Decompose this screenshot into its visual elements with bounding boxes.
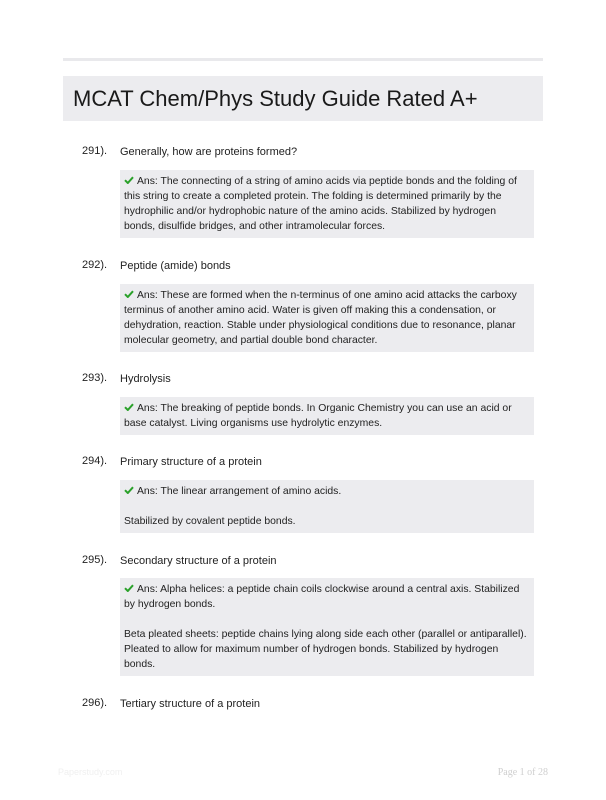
question-text: Hydrolysis [120,373,171,385]
answer-paragraph [124,582,530,612]
question-text: Secondary structure of a protein [120,555,277,567]
question-item [0,372,606,429]
answer-paragraph: Stabilized by covalent peptide bonds. [124,516,296,527]
question-item [0,145,606,232]
checkmark-icon [124,403,134,411]
question-item [0,455,606,527]
question-number: 291). [82,145,108,157]
answer-box [120,284,534,352]
answer-text: Ans: The breaking of peptide bonds. In Organic Chemistry you can use an acid or base catalyst. Living organisms use hydrolytic enzymes. [124,403,512,429]
answer-box [120,480,534,533]
answer-box [120,578,534,676]
question-item [0,554,606,670]
answer-box [120,170,534,238]
answer-paragraph [124,484,530,499]
answer-text: Ans: Alpha helices: a peptide chain coils clockwise around a central axis. Stabilized by hydrogen bonds. [124,584,520,610]
checkmark-icon [124,176,134,184]
question-item [0,259,606,346]
question-number: 294). [82,455,108,467]
question-number: 296). [82,697,108,709]
answer-paragraph [124,174,530,234]
checkmark-icon [124,584,134,592]
question-number: 293). [82,372,108,384]
answer-box [120,397,534,435]
answer-paragraph [124,401,530,431]
question-number: 292). [82,259,108,271]
question-item [0,697,606,715]
question-text: Generally, how are proteins formed? [120,146,298,158]
page-title: MCAT Chem/Phys Study Guide Rated A+ [73,85,478,111]
top-divider [63,58,543,61]
answer-text: Ans: The connecting of a string of amino acids via peptide bonds and the folding of this string to create a completed protein. The folding is determined primarily by the hydrophilic and/or hydrophobic nature of the amino acids. Stabilized by hydrogen bonds, disulfide bridges, and other intramolecular forces. [124,176,517,232]
answer-text: Ans: The linear arrangement of amino acids. [137,486,342,497]
question-number: 295). [82,554,108,566]
checkmark-icon [124,486,134,494]
page-number: Page 1 of 28 [497,767,548,778]
answer-text: Ans: These are formed when the n-terminus of one amino acid attacks the carboxy terminus of another amino acid. Water is given off making this a condensation, or dehydration, reaction. Stable under physiological conditions due to resonance, planar molecular geometry, and partial double bond character. [124,290,517,346]
checkmark-icon [124,290,134,298]
title-banner [63,76,543,121]
question-text: Tertiary structure of a protein [120,698,261,710]
question-text: Peptide (amide) bonds [120,260,231,272]
answer-paragraph: Beta pleated sheets: peptide chains lying along side each other (parallel or antiparallel). Pleated to allow for maximum number of hydrogen bonds. Stabilized by hydrogen bonds. [124,629,527,670]
footer-watermark: Paperstudy.com [58,767,123,777]
answer-paragraph [124,288,530,348]
question-text: Primary structure of a protein [120,456,262,468]
